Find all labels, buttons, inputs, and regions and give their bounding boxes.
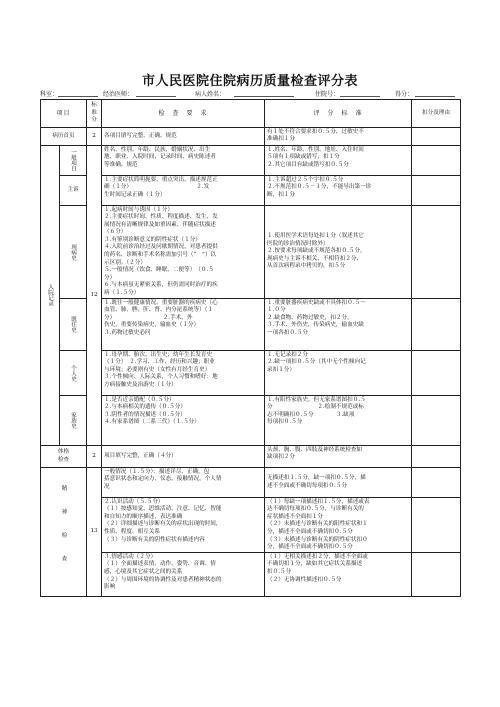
mental-exam-score: 13 [87, 468, 102, 597]
admission-no-field[interactable] [340, 89, 380, 97]
row-requirement: １.主要症状简明扼要、重点突出，描述规范正 确（１分） ２.发 生时间记录正确（１分） [102, 176, 265, 206]
header-criteria: 评 分 标 准 [265, 100, 412, 128]
deduction-cell[interactable] [412, 396, 461, 446]
row-criteria: １.有阳性家族史，但无家系谱图扣０.５ 分 ２.绘制不规范或标 志不明确扣０.５分 ３.缺项 每项扣０.５分 [265, 396, 412, 446]
patient-name-label: 病人姓名： [195, 91, 226, 98]
row-name: 现病史 [60, 206, 87, 299]
row-score: 2 [87, 128, 102, 146]
table-row-chief-complaint [41, 176, 461, 206]
deduction-cell[interactable] [412, 299, 461, 351]
row-criteria: 有１处不符合要求扣０.５分，过敏史不 准确扣１分 [265, 128, 412, 146]
admission-record-score: 12 [87, 146, 102, 446]
deduction-cell[interactable] [412, 128, 461, 146]
row-name: 家族史 [60, 396, 87, 446]
table-row-physical-exam [41, 446, 461, 468]
mental-exam-label-cell [41, 468, 87, 597]
row-name: 主诉 [60, 176, 87, 206]
row-criteria: （１）每缺一项描述扣１.５分，描述或表 达不确切每项扣０.５分，与诊断有关的 症状描述不全面扣１分 （２）未描述与诊断有关的阳性症状和１ 分，描述不全面或不确切扣０.５分 （３）未描述与诊断有关的阴性症状扣０ 分，描述不全面或不确切扣０.５分 [265, 498, 412, 553]
table-row-mental-cognitive [41, 498, 461, 553]
row-requirement: 一般情况（１.５分）：描述详尽、正确，包 括意识状态和定向力，仪态，接触情况，个人情 况 [102, 468, 265, 498]
admission-record-label: 入院记录 [47, 284, 53, 307]
department-field[interactable] [58, 89, 98, 97]
row-requirement: 项目填写完整，正确（４分） [102, 446, 265, 468]
table-row-past-history [41, 299, 461, 351]
page-title: 市人民医院住院病历质量检查评分表 [141, 74, 358, 89]
header-item: 项目 [41, 100, 87, 128]
mental-exam-label: 精神检查 [60, 485, 67, 580]
row-criteria: （１）无相关描述扣２分，描述不全面或 不确切扣１分，缺如其它症状关系描述 扣０.５分 （２）无协调性描述扣０.５分 [265, 553, 412, 597]
deduction-cell[interactable] [412, 553, 461, 597]
header-standard-score: 标准分 [87, 100, 102, 128]
row-requirement: ２.认识活动（５.５分） （１）按感知觉、思维活动、注意、记忆、智能 和自知力的顺序描述，表达准确 （２）详细描述与诊断有关的症状出现的时间， 性质、程度、相互关系 （３）与诊断有关的阴性症状有描述内容 [102, 498, 265, 553]
table-row-present-illness [41, 206, 461, 299]
score-label: 得分： [395, 91, 414, 98]
row-name: 个人史 [60, 351, 87, 396]
row-criteria: 头颈、胸、腹、四肢及神经系统检查如 缺项扣２分 [265, 446, 412, 468]
header-info-line [40, 89, 460, 99]
admission-record-label-cell [41, 146, 60, 446]
admission-no-label: 住院号： [315, 91, 340, 98]
row-requirement: ３.情感活动（２分） （１）全面描述表情、动作、姿势、音调、情 感，心境及其它症状之间的关系 （２）与周围环境的协调性及对患者精神状态的 影响 [102, 553, 265, 597]
deduction-cell[interactable] [412, 468, 461, 498]
score-table [40, 99, 461, 597]
table-header-row [41, 100, 461, 128]
row-criteria: １.姓名、年龄、性别、地址、入住时间 ５项有１项缺或错写，扣１分 ２.其它项目有缺或错写扣０.５分 [265, 146, 412, 176]
attending-doctor-label: 经治医师： [103, 91, 134, 98]
table-row-general [41, 146, 461, 176]
row-criteria: １.主诉超过２５个字扣０.５分 ２.不规范扣０.５－１分，不能导出第一诊 断，扣１分 [265, 176, 412, 206]
table-row-mental-emotion [41, 553, 461, 597]
table-row-family-history [41, 396, 461, 446]
row-criteria: 无描述扣１.５分，缺一项扣０.５分，描 述不全面或不确切每项扣０.５分 [265, 468, 412, 498]
row-name: 病历首页 [41, 128, 87, 146]
deduction-cell[interactable] [412, 176, 461, 206]
row-score: 2 [87, 446, 102, 468]
attending-doctor-field[interactable] [136, 89, 176, 97]
table-row-mental-general [41, 468, 461, 498]
row-requirement: 各项目填写完整、正确、规范 [102, 128, 265, 146]
deduction-cell[interactable] [412, 206, 461, 299]
row-name: 既往史 [60, 299, 87, 351]
row-requirement: １.起病时间与诱因（１分） ２.主要症状时间、性质、程度描述、发生、发 展情况有清晰规律及如重因素、伴随症状描述 （６分） ３.有鉴别诊断意义的阴性症状（１分） ４.入院前诊治经过及问歇期情况，对患者提供 的药名、诊断和手术名称需加引号（“ ”）以 示区别。（２分） ５.一般情况（饮食、睡眠、二便等） （０.５ 分） ６.与本病虽无紧密关系，但仍需同时治疗的疾 病（１.５分） [102, 206, 265, 299]
row-name: 一般项目 [60, 146, 87, 176]
deduction-cell[interactable] [412, 146, 461, 176]
header-requirement: 检 查 要 求 [102, 100, 265, 128]
deduction-cell[interactable] [412, 498, 461, 553]
deduction-cell[interactable] [412, 446, 461, 468]
row-criteria: １.无记录扣２分 ２.缺一项扣０.５分（其中无个性倾向记 录扣１分） [265, 351, 412, 396]
header-deduction-reason: 扣分及理由 [412, 100, 461, 128]
row-requirement: １.是否近亲婚配（０.５分） ２.与本病相关的遗传（０.５分） ３.阴性者的情况描述（０.５分） ４.有家系谱图（二系三代）（１.５分） [102, 396, 265, 446]
deduction-cell[interactable] [412, 351, 461, 396]
score-field[interactable] [415, 89, 455, 97]
table-row-personal-history [41, 351, 461, 396]
row-criteria: １.使用医学术语每处扣１分（叙述其它 医院的诊治情况时除外） ２.按要求每项缺或不规范各扣０.５分， 现病史与主诉不相关、不相符扣２分、 从首次病程录中拷贝的，扣５分 [265, 206, 412, 299]
table-row-cover [41, 128, 461, 146]
row-requirement: 姓名、性别、年龄、民族、婚姻状况、出生 地、职业、入院时间、记录时间、病史陈述者 等准确、规范 [102, 146, 265, 176]
department-label: 科室： [40, 91, 59, 98]
row-name: 体格 检查 [41, 446, 87, 468]
patient-name-field[interactable] [234, 89, 294, 97]
row-requirement: １.既往一般健康情况、重要脏器的疾病史（心 血管、肺、脾、肝、肾、内分泌系统等）（１ 分） ２.手术、外 伤史，重要传染病史，输血史（１分） ３.药物过敏史必问 [102, 299, 265, 351]
row-criteria: １.重要脏器疾病史缺或不具体扣０.５～ １.０分 ２.缺食物、药物过敏史，扣２分。 ３.手术、外伤史，传染病史，输血史缺 一项各扣０.５分 [265, 299, 412, 351]
row-requirement: １.母孕期、胎次、出生史；幼年生长发育史 （１分） ２.学习、工作、经历和兴趣；职业 与环境；必要则有史（女性有月经生育史） ３.个性倾向、人际关系，个人习惯和嗜好：地 方病接触史及治游史（１分） [102, 351, 265, 396]
